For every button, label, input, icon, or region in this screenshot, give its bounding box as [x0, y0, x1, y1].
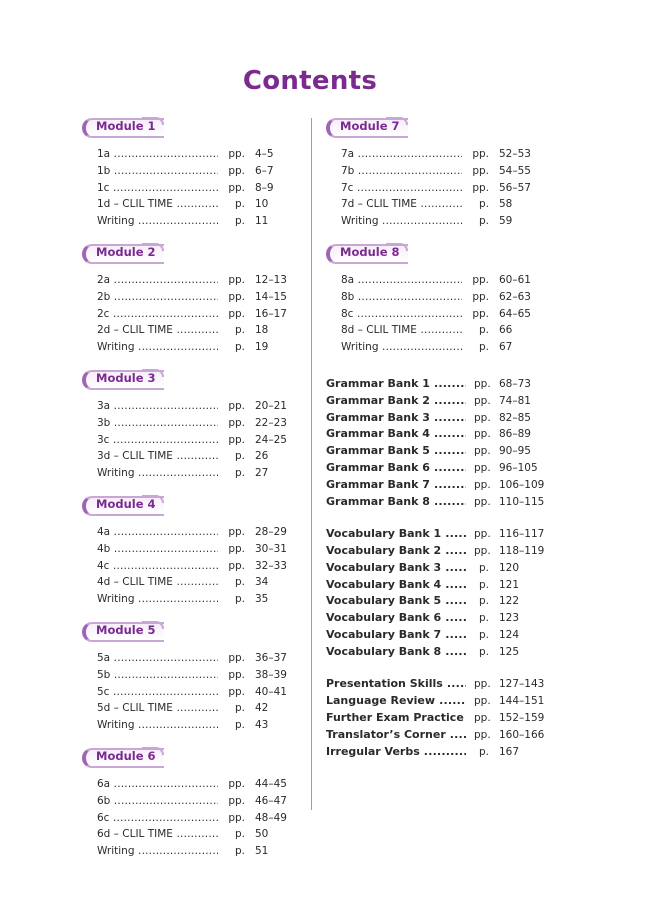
toc-page-range: 12–13 — [255, 273, 287, 286]
toc-page-range: 8–9 — [255, 181, 274, 194]
toc-page-range: 86–89 — [499, 428, 531, 441]
toc-page-range: 18 — [255, 324, 269, 337]
toc-page-prefix: p. — [234, 324, 245, 337]
toc-page-range: 19 — [255, 341, 269, 354]
toc-entry-name: 8a ..... — [326, 272, 462, 289]
toc-entry-name: Vocabulary Bank 3 ..... — [326, 560, 466, 577]
toc-page-range: 38–39 — [255, 668, 287, 681]
column-divider — [311, 118, 312, 810]
module-section — [82, 748, 312, 860]
toc-row[interactable] — [326, 272, 556, 289]
toc-entry-name: 3c ..... — [82, 432, 218, 449]
module-header — [326, 118, 416, 136]
toc-entry-name: 8b ..... — [326, 289, 462, 306]
toc-page-range: 32–33 — [255, 559, 287, 572]
toc-row[interactable] — [82, 448, 312, 465]
toc-page-prefix: pp. — [228, 685, 245, 698]
toc-entry-name: 5d – CLIL TIME ..... — [82, 700, 218, 717]
toc-page-range: 58 — [499, 198, 513, 211]
toc-row[interactable] — [82, 289, 312, 306]
toc-page-range: 106–109 — [499, 478, 545, 491]
toc-page-prefix: p. — [478, 595, 489, 608]
toc-page-prefix: p. — [234, 198, 245, 211]
toc-page-prefix: pp. — [472, 307, 489, 320]
module-label: Module 8 — [340, 244, 400, 259]
toc-entry-name: 7d – CLIL TIME ..... — [326, 196, 462, 213]
toc-row[interactable] — [326, 526, 556, 543]
toc-row[interactable] — [82, 591, 312, 608]
toc-page-prefix: pp. — [228, 542, 245, 555]
toc-row[interactable] — [82, 667, 312, 684]
toc-entry-name: 5b ..... — [82, 667, 218, 684]
toc-row[interactable] — [326, 306, 556, 323]
toc-page-prefix: pp. — [474, 478, 491, 491]
toc-row[interactable] — [326, 560, 556, 577]
toc-page-prefix: pp. — [474, 728, 491, 741]
toc-page-prefix: pp. — [228, 433, 245, 446]
toc-page-range: 46–47 — [255, 794, 287, 807]
toc-page-range: 14–15 — [255, 290, 287, 303]
toc-page-prefix: pp. — [472, 181, 489, 194]
toc-page-range: 123 — [499, 612, 520, 625]
toc-row[interactable] — [326, 180, 556, 197]
toc-row[interactable] — [82, 541, 312, 558]
toc-page-prefix: p. — [234, 576, 245, 589]
toc-page-range: 16–17 — [255, 307, 287, 320]
toc-page-range: 24–25 — [255, 433, 287, 446]
toc-entry-name: Vocabulary Bank 6 ..... — [326, 610, 466, 627]
toc-entry-name: Vocabulary Bank 7 ..... — [326, 627, 466, 644]
toc-row[interactable] — [82, 163, 312, 180]
toc-entry-name: 7c ..... — [326, 180, 462, 197]
toc-page-prefix: pp. — [228, 164, 245, 177]
toc-row[interactable] — [82, 398, 312, 415]
toc-page-prefix: pp. — [228, 811, 245, 824]
toc-entry-name: Grammar Bank 7 ..... — [326, 477, 466, 494]
toc-entry-name: 2a ..... — [82, 272, 218, 289]
module-section — [82, 370, 312, 482]
toc-row[interactable] — [82, 524, 312, 541]
module-section — [82, 244, 312, 356]
toc-row[interactable] — [326, 426, 556, 443]
toc-entry-name: 1a ..... — [82, 146, 218, 163]
toc-page-range: 26 — [255, 450, 269, 463]
toc-row[interactable] — [326, 676, 556, 693]
toc-entry-name: Vocabulary Bank 8 ..... — [326, 644, 466, 661]
toc-page-range: 4–5 — [255, 148, 274, 160]
toc-page-prefix: p. — [234, 341, 245, 354]
toc-entry-name: 2d – CLIL TIME ..... — [82, 322, 218, 339]
toc-row[interactable] — [82, 213, 312, 230]
module-section — [82, 118, 312, 230]
toc-page-range: 124 — [499, 628, 520, 641]
toc-page-range: 144–151 — [499, 695, 545, 708]
toc-row[interactable] — [82, 306, 312, 323]
toc-row[interactable] — [326, 213, 556, 230]
toc-page-prefix: pp. — [228, 307, 245, 320]
toc-page-range: 48–49 — [255, 811, 287, 824]
toc-entry-name: 5c ..... — [82, 684, 218, 701]
toc-entry-name: Grammar Bank 8 ..... — [326, 494, 466, 511]
toc-row[interactable] — [326, 693, 556, 710]
toc-row[interactable] — [326, 644, 556, 661]
toc-page-prefix: pp. — [474, 428, 491, 441]
toc-page-prefix: pp. — [472, 290, 489, 303]
toc-page-prefix: pp. — [474, 528, 491, 541]
toc-page-range: 42 — [255, 702, 269, 715]
toc-page-prefix: p. — [234, 467, 245, 480]
toc-page-range: 60–61 — [499, 273, 531, 286]
module-label: Module 7 — [340, 119, 400, 133]
toc-page-range: 62–63 — [499, 290, 531, 303]
toc-entry-name: Grammar Bank 2 ..... — [326, 393, 466, 410]
toc-page-range: 167 — [499, 745, 520, 758]
toc-entry-name: Grammar Bank 1 ..... — [326, 376, 466, 393]
toc-entry-name: 3b ..... — [82, 415, 218, 432]
toc-entry-name: 7b ..... — [326, 163, 462, 180]
toc-page-prefix: p. — [234, 215, 245, 228]
grammar-bank-list — [326, 376, 556, 510]
toc-page-prefix: pp. — [472, 273, 489, 286]
toc-row[interactable] — [326, 146, 556, 163]
module-label: Module 6 — [96, 748, 156, 763]
module-label: Module 3 — [96, 370, 156, 385]
toc-page-prefix: pp. — [474, 678, 491, 691]
toc-row[interactable] — [326, 744, 556, 761]
toc-entry-name: Grammar Bank 5 ..... — [326, 443, 466, 460]
toc-page-prefix: pp. — [228, 148, 245, 160]
toc-page-prefix: p. — [234, 845, 245, 858]
toc-page-prefix: pp. — [474, 495, 491, 508]
toc-row[interactable] — [326, 610, 556, 627]
toc-page-range: 66 — [499, 324, 513, 337]
vocabulary-bank-list — [326, 526, 556, 660]
toc-page-range: 59 — [499, 215, 513, 228]
toc-row[interactable] — [82, 776, 312, 793]
toc-page-prefix: pp. — [228, 794, 245, 807]
toc-row[interactable] — [82, 650, 312, 667]
toc-row[interactable] — [326, 339, 556, 356]
toc-page-prefix: p. — [478, 645, 489, 658]
extras-list — [326, 676, 556, 760]
toc-entry-name: 4d – CLIL TIME ..... — [82, 574, 218, 591]
toc-page-range: 44–45 — [255, 777, 287, 790]
toc-row[interactable] — [326, 376, 556, 393]
toc-row[interactable] — [82, 339, 312, 356]
module-section — [82, 496, 312, 608]
toc-row[interactable] — [82, 684, 312, 701]
toc-row[interactable] — [82, 793, 312, 810]
toc-row[interactable] — [326, 460, 556, 477]
toc-page-prefix: p. — [234, 593, 245, 606]
toc-page-prefix: p. — [478, 561, 489, 574]
toc-page-range: 50 — [255, 828, 269, 841]
toc-page-range: 110–115 — [499, 495, 545, 508]
toc-page-prefix: pp. — [228, 181, 245, 194]
toc-row[interactable] — [326, 477, 556, 494]
toc-page-prefix: pp. — [474, 411, 491, 424]
toc-row[interactable] — [82, 322, 312, 339]
module-header — [82, 622, 172, 640]
toc-entry-name: Writing ..... — [326, 339, 462, 356]
toc-row[interactable] — [326, 393, 556, 410]
toc-page-range: 118–119 — [499, 544, 545, 557]
toc-entry-name: Grammar Bank 6 ..... — [326, 460, 466, 477]
toc-entry-name: Vocabulary Bank 4 ..... — [326, 577, 466, 594]
toc-page-range: 54–55 — [499, 164, 531, 177]
toc-page-range: 121 — [499, 578, 520, 591]
toc-row[interactable] — [82, 415, 312, 432]
toc-page-prefix: pp. — [474, 445, 491, 458]
toc-row[interactable] — [82, 465, 312, 482]
toc-entry-name: 3a ..... — [82, 398, 218, 415]
toc-page-range: 10 — [255, 198, 269, 211]
toc-row[interactable] — [326, 289, 556, 306]
toc-page-prefix: pp. — [228, 777, 245, 790]
toc-page-range: 125 — [499, 645, 520, 658]
toc-page-prefix: pp. — [228, 416, 245, 429]
toc-entry-name: Vocabulary Bank 2 ..... — [326, 543, 466, 560]
toc-entry-name: Grammar Bank 3 ..... — [326, 410, 466, 427]
toc-entry-name: 7a ..... — [326, 146, 462, 163]
toc-page-range: 27 — [255, 467, 269, 480]
toc-row[interactable] — [82, 574, 312, 591]
toc-row[interactable] — [82, 180, 312, 197]
toc-page-range: 74–81 — [499, 394, 531, 407]
module-header — [82, 118, 172, 136]
module-label: Module 5 — [96, 622, 156, 637]
toc-row[interactable] — [82, 196, 312, 213]
module-header — [82, 748, 172, 766]
toc-page-prefix: p. — [478, 341, 489, 354]
toc-page-range: 96–105 — [499, 461, 538, 474]
toc-page-prefix: pp. — [474, 711, 491, 724]
toc-page-range: 152–159 — [499, 711, 545, 724]
toc-entry-name: Vocabulary Bank 5 ..... — [326, 593, 466, 610]
toc-page-range: 51 — [255, 845, 269, 858]
toc-page-prefix: p. — [478, 628, 489, 641]
toc-entry-name: 1b ..... — [82, 163, 218, 180]
toc-row[interactable] — [326, 322, 556, 339]
toc-entry-name: Grammar Bank 4 ..... — [326, 426, 466, 443]
toc-entry-name: 6b ..... — [82, 793, 218, 810]
module-section — [82, 622, 312, 734]
toc-page-range: 68–73 — [499, 377, 531, 390]
toc-page-range: 90–95 — [499, 445, 531, 458]
toc-entry-name: 3d – CLIL TIME ..... — [82, 448, 218, 465]
toc-entry-name: 4b ..... — [82, 541, 218, 558]
toc-page-prefix: pp. — [228, 273, 245, 286]
toc-entry-name: 1d – CLIL TIME ..... — [82, 196, 218, 213]
toc-row[interactable] — [326, 196, 556, 213]
toc-page-prefix: p. — [478, 612, 489, 625]
toc-row[interactable] — [326, 494, 556, 511]
toc-page-range: 36–37 — [255, 651, 287, 664]
toc-entry-name: 4c ..... — [82, 558, 218, 575]
toc-row[interactable] — [82, 717, 312, 734]
module-header — [326, 244, 416, 262]
toc-entry-name: Writing ..... — [82, 465, 218, 482]
toc-row[interactable] — [326, 443, 556, 460]
toc-entry-name: 1c ..... — [82, 180, 218, 197]
toc-row[interactable] — [326, 163, 556, 180]
toc-row[interactable] — [82, 146, 312, 163]
module-label: Module 4 — [96, 496, 156, 511]
toc-row[interactable] — [326, 710, 556, 727]
toc-entry-name: 2c ..... — [82, 306, 218, 323]
toc-page-range: 35 — [255, 593, 269, 606]
toc-page-range: 34 — [255, 576, 269, 589]
toc-page-range: 6–7 — [255, 164, 274, 177]
toc-page-prefix: p. — [234, 719, 245, 732]
toc-page-prefix: pp. — [228, 651, 245, 664]
toc-page-range: 11 — [255, 215, 269, 228]
toc-row[interactable] — [326, 593, 556, 610]
toc-entry-name: Writing ..... — [82, 213, 218, 230]
toc-page-range: 122 — [499, 595, 520, 608]
module-section — [326, 244, 556, 356]
toc-row[interactable] — [82, 843, 312, 860]
toc-page-range: 64–65 — [499, 307, 531, 320]
toc-row[interactable] — [326, 410, 556, 427]
toc-page-prefix: pp. — [474, 394, 491, 407]
toc-row[interactable] — [82, 558, 312, 575]
toc-row[interactable] — [82, 810, 312, 827]
toc-page-prefix: pp. — [474, 461, 491, 474]
toc-entry-name: Writing ..... — [326, 213, 462, 230]
toc-page-range: 82–85 — [499, 411, 531, 424]
toc-page-prefix: pp. — [474, 377, 491, 390]
toc-page-prefix: pp. — [228, 525, 245, 538]
toc-page-prefix: p. — [234, 450, 245, 463]
toc-entry-name: Language Review ..... — [326, 693, 466, 710]
toc-entry-name: Translator’s Corner ..... — [326, 727, 466, 744]
toc-entry-name: Presentation Skills ..... — [326, 676, 466, 693]
toc-entry-name: Writing ..... — [82, 339, 218, 356]
toc-row[interactable] — [82, 432, 312, 449]
toc-row[interactable] — [82, 272, 312, 289]
toc-page-prefix: pp. — [228, 559, 245, 572]
toc-entry-name: 8c ..... — [326, 306, 462, 323]
toc-entry-name: Vocabulary Bank 1 ..... — [326, 526, 466, 543]
toc-page-range: 116–117 — [499, 528, 545, 541]
contents-right-column — [326, 118, 556, 776]
toc-page-prefix: p. — [234, 828, 245, 841]
toc-entry-name: 5a ..... — [82, 650, 218, 667]
module-header — [82, 496, 172, 514]
toc-entry-name: 8d – CLIL TIME ..... — [326, 322, 462, 339]
toc-page-prefix: p. — [478, 324, 489, 337]
module-section — [326, 118, 556, 230]
toc-page-range: 56–57 — [499, 181, 531, 194]
toc-page-prefix: pp. — [474, 695, 491, 708]
toc-page-prefix: pp. — [472, 164, 489, 177]
toc-row[interactable] — [326, 577, 556, 594]
toc-row[interactable] — [326, 627, 556, 644]
module-header — [82, 244, 172, 262]
toc-row[interactable] — [82, 700, 312, 717]
toc-entry-name: Writing ..... — [82, 591, 218, 608]
toc-entry-name: Further Exam Practice ..... — [326, 710, 466, 727]
toc-page-prefix: pp. — [472, 148, 489, 160]
toc-entry-name: 6d – CLIL TIME ..... — [82, 826, 218, 843]
toc-row[interactable] — [82, 826, 312, 843]
toc-row[interactable] — [326, 543, 556, 560]
page-title: Contents — [242, 66, 378, 96]
toc-page-range: 127–143 — [499, 678, 545, 691]
toc-entry-name: 4a ..... — [82, 524, 218, 541]
toc-page-prefix: p. — [478, 215, 489, 228]
toc-page-prefix: pp. — [474, 544, 491, 557]
toc-page-range: 43 — [255, 719, 269, 732]
toc-entry-name: 6c ..... — [82, 810, 218, 827]
module-label: Module 2 — [96, 244, 156, 259]
toc-page-range: 28–29 — [255, 525, 287, 538]
toc-page-prefix: pp. — [228, 399, 245, 412]
toc-page-range: 40–41 — [255, 685, 287, 698]
toc-page-prefix: pp. — [228, 290, 245, 303]
contents-left-column — [82, 118, 312, 874]
toc-page-range: 22–23 — [255, 416, 287, 429]
module-header — [82, 370, 172, 388]
toc-page-range: 20–21 — [255, 399, 287, 412]
toc-entry-name: Writing ..... — [82, 717, 218, 734]
toc-page-range: 120 — [499, 561, 520, 574]
toc-page-range: 30–31 — [255, 542, 287, 555]
toc-page-range: 67 — [499, 341, 513, 354]
module-label: Module 1 — [96, 119, 156, 133]
toc-page-prefix: p. — [478, 745, 489, 758]
toc-row[interactable] — [326, 727, 556, 744]
toc-page-range: 52–53 — [499, 148, 531, 160]
toc-page-range: 160–166 — [499, 728, 545, 741]
toc-page-prefix: p. — [478, 198, 489, 211]
toc-entry-name: 2b ..... — [82, 289, 218, 306]
toc-page-prefix: pp. — [228, 668, 245, 681]
toc-entry-name: Writing ..... — [82, 843, 218, 860]
toc-page-prefix: p. — [234, 702, 245, 715]
toc-entry-name: Irregular Verbs ..... — [326, 744, 466, 761]
toc-entry-name: 6a ..... — [82, 776, 218, 793]
toc-page-prefix: p. — [478, 578, 489, 591]
